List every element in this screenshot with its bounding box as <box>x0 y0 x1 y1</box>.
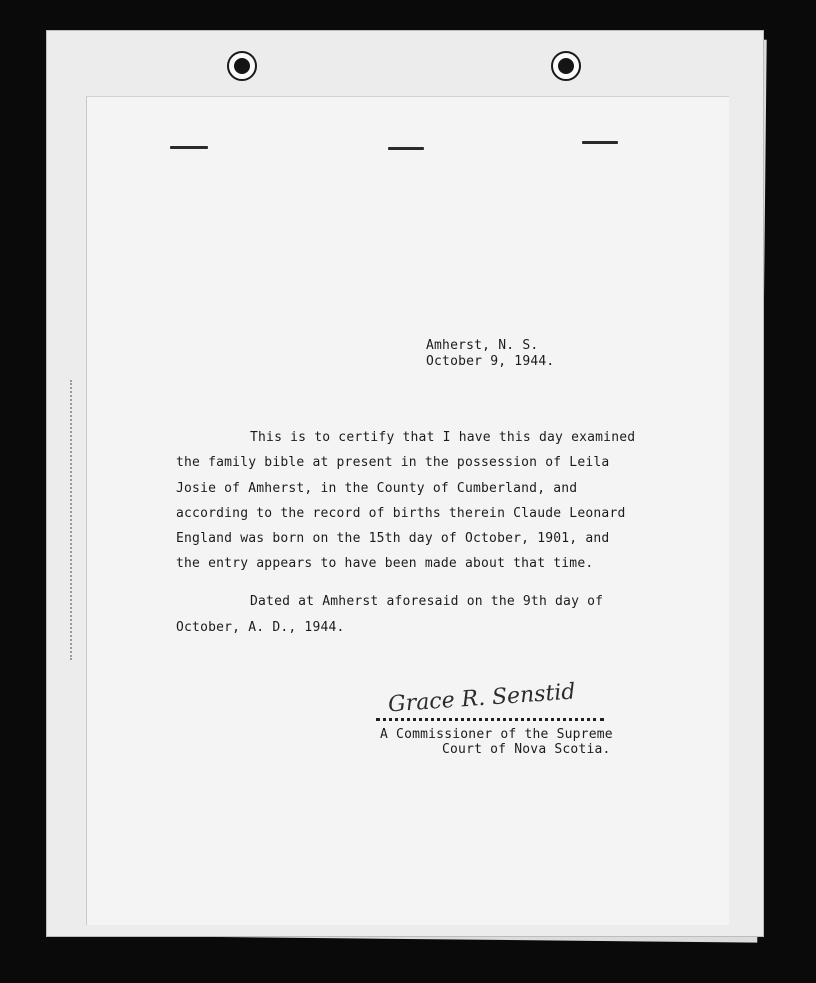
signer-title: Court of Nova Scotia. <box>442 742 611 757</box>
body-line: Josie of Amherst, in the County of Cumberland, and <box>176 481 578 496</box>
signer-title: A Commissioner of the Supreme <box>380 727 613 742</box>
staple-right <box>582 141 618 144</box>
handwritten-signature: Grace R. Senstid <box>387 679 577 718</box>
letter-place: Amherst, N. S. <box>426 338 539 353</box>
dated-line: October, A. D., 1944. <box>176 620 345 635</box>
side-margin-print <box>70 380 84 660</box>
punch-hole-right <box>551 51 581 81</box>
body-line: This is to certify that I have this day examined <box>250 430 636 445</box>
signature-dotted-line <box>376 718 604 725</box>
letter-date: October 9, 1944. <box>426 354 555 369</box>
dated-line: Dated at Amherst aforesaid on the 9th day of <box>250 594 604 609</box>
body-line: according to the record of births therein Claude Leonard <box>176 506 626 521</box>
staple-middle <box>388 147 424 150</box>
staple-left <box>170 146 208 149</box>
body-line: England was born on the 15th day of October, 1901, and <box>176 531 610 546</box>
body-line: the family bible at present in the possession of Leila <box>176 455 610 470</box>
body-line: the entry appears to have been made about that time. <box>176 556 594 571</box>
punch-hole-left <box>227 51 257 81</box>
